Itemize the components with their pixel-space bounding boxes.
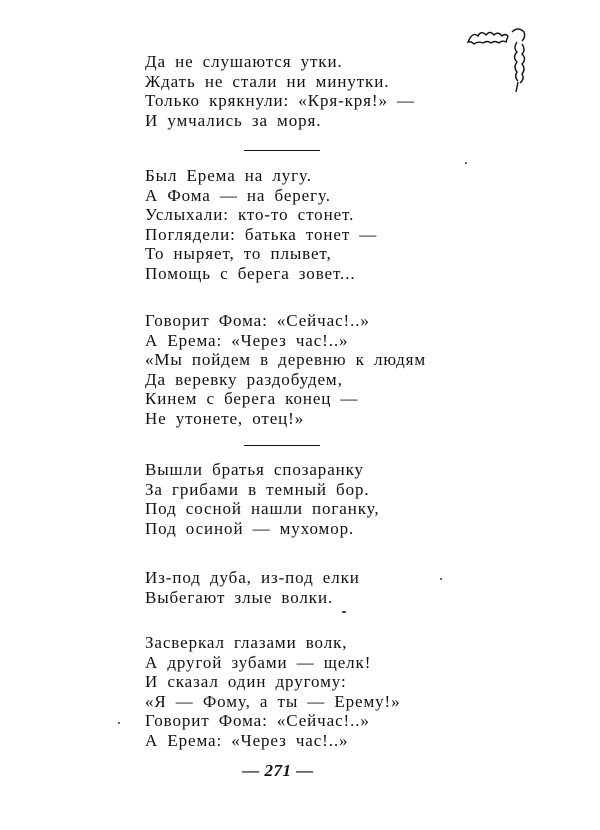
verse-line: Не утонете, отец!»	[145, 408, 305, 428]
verse-line: Только крякнули: «Кря-кря!» —	[145, 91, 415, 111]
scan-speck	[118, 722, 120, 724]
verse-line: «Мы пойдем в деревню к людям	[145, 350, 427, 370]
scan-speck	[342, 611, 346, 613]
verse-line: «Я — Фому, а ты — Ерему!»	[145, 691, 401, 711]
verse-line: И сказал один другому:	[145, 672, 347, 692]
stanza-4	[145, 460, 380, 538]
stanza-1	[145, 52, 415, 130]
verse-line: Говорит Фома: «Сейчас!..»	[145, 711, 370, 731]
verse-line: Засверкал глазами волк,	[145, 633, 348, 652]
scan-speck	[465, 162, 467, 164]
verse-line: Говорит Фома: «Сейчас!..»	[145, 311, 370, 330]
verse-line: Да не слушаются утки.	[145, 52, 343, 71]
verse-line: Из-под дуба, из-под елки	[145, 568, 360, 587]
verse-line: Поглядели: батька тонет —	[145, 224, 378, 244]
verse-line: За грибами в темный бор.	[145, 479, 370, 499]
section-divider	[244, 150, 320, 151]
stanza-3	[145, 311, 426, 429]
verse-line: А Фома — на берегу.	[145, 185, 331, 205]
verse-line: Выбегают злые волки.	[145, 587, 334, 607]
verse-line: Под сосной нашли поганку,	[145, 499, 380, 519]
verse-line: А Ерема: «Через час!..»	[145, 330, 349, 350]
stanza-2	[145, 166, 377, 284]
section-divider	[244, 445, 320, 446]
verse-line: Да веревку раздобудем,	[145, 369, 343, 389]
verse-line: Кинем с берега конец —	[145, 389, 359, 409]
verse-line: А другой зубами — щелк!	[145, 652, 372, 672]
verse-line: А Ерема: «Через час!..»	[145, 730, 349, 750]
verse-line: Услыхали: кто-то стонет.	[145, 205, 355, 225]
page-number: — 271 —	[242, 761, 314, 780]
stanza-6	[145, 633, 401, 751]
verse-line: Был Ерема на лугу.	[145, 166, 312, 185]
verse-line: И умчались за моря.	[145, 110, 322, 130]
leaf-ornament-icon	[462, 24, 542, 94]
scan-speck	[440, 578, 442, 580]
verse-line: Вышли братья спозаранку	[145, 460, 364, 479]
verse-line: Помощь с берега зовет...	[145, 263, 356, 283]
stanza-5	[145, 568, 360, 607]
verse-line: Ждать не стали ни минутки.	[145, 71, 390, 91]
verse-line: Под осиной — мухомор.	[145, 518, 355, 538]
verse-line: То ныряет, то плывет,	[145, 244, 332, 264]
